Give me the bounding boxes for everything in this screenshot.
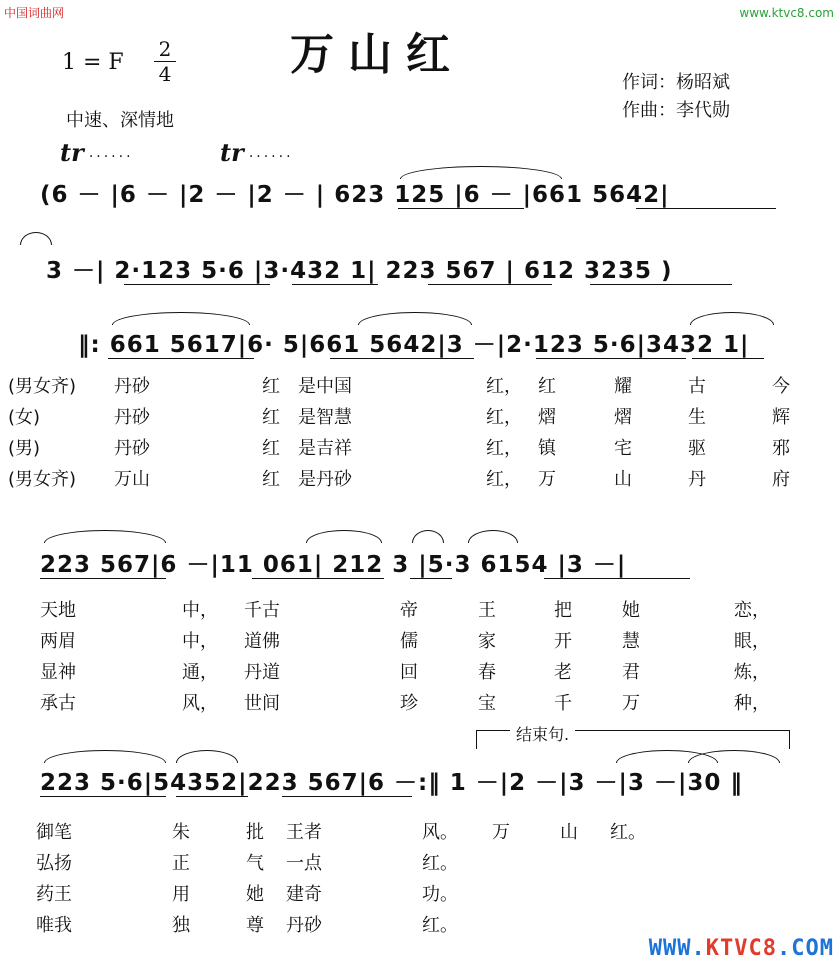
trill-mark-1 [60, 138, 134, 167]
lyric-word: 红 [262, 438, 280, 459]
trill-mark-2 [220, 138, 294, 167]
lyrics-block-1 [8, 372, 808, 496]
site-watermark-cn: 中国词曲网 [4, 6, 65, 20]
lyric-word: 回 [400, 662, 418, 683]
lyric-word: (男女齐) [8, 469, 77, 490]
beam [40, 796, 166, 797]
lyric-row [8, 434, 808, 465]
lyric-word: 中， [182, 631, 218, 652]
lyric-word: 耀 [614, 376, 632, 397]
lyric-word: 万 [492, 822, 510, 843]
lyric-word: 正 [172, 853, 190, 874]
lyric-row [40, 596, 800, 627]
beam [292, 284, 378, 285]
time-denominator: 4 [158, 62, 172, 86]
lyric-word: 宅 [614, 438, 632, 459]
lyric-word: 是智慧 [298, 407, 352, 428]
ending-label: 结束句. [510, 722, 575, 745]
lyric-word: 红。 [422, 915, 458, 936]
lyrics-block-2 [40, 596, 800, 720]
lyric-word: 是丹砂 [298, 469, 352, 490]
lyric-word: 御笔 [36, 822, 72, 843]
lyric-word: 红 [538, 376, 556, 397]
lyric-word: 显神 [40, 662, 76, 683]
key-signature: 1 = F [62, 50, 124, 75]
slur [44, 750, 166, 763]
trill-symbol: tr [60, 138, 84, 167]
time-numerator: 2 [158, 37, 172, 61]
time-signature [154, 38, 176, 85]
lyric-word: 把 [554, 600, 572, 621]
slur [412, 530, 444, 543]
site-logo [649, 936, 834, 961]
lyric-word: 丹砂 [114, 438, 150, 459]
lyric-word: 家 [478, 631, 496, 652]
score-line-4: 223 567|6 －|11 061| 212 3 |5·3 6154 |3 －| [40, 552, 627, 578]
tie [688, 750, 780, 763]
lyric-word: 王 [478, 600, 496, 621]
lyric-word: 丹 [688, 469, 706, 490]
lyrics-block-3 [36, 818, 736, 942]
score-line-5: 223 5·6|54352|223 567|6 －:‖ 1 －|2 －|3 －|3 －|30 ‖ [40, 770, 743, 796]
lyric-word: 红 [262, 469, 280, 490]
lyricist-credit: 作词：杨昭斌 [622, 72, 730, 93]
logo-part: WWW. [648, 936, 706, 961]
lyric-row [40, 689, 800, 720]
lyric-word: 风。 [422, 822, 458, 843]
lyric-word: 丹砂 [114, 376, 150, 397]
lyric-word: 君 [622, 662, 640, 683]
lyric-word: 万山 [114, 469, 150, 490]
lyric-word: 丹道 [244, 662, 280, 683]
beam [330, 358, 474, 359]
site-watermark-url: www.ktvc8.com [739, 6, 834, 20]
lyric-row [36, 849, 736, 880]
beam [252, 578, 384, 579]
lyric-word: 唯我 [36, 915, 72, 936]
lyric-word: 风， [182, 693, 218, 714]
lyric-word: 宝 [478, 693, 496, 714]
beam [536, 358, 686, 359]
beam [398, 208, 524, 209]
lyric-word: 老 [554, 662, 572, 683]
lyric-word: 红， [486, 469, 522, 490]
lyric-word: 儒 [400, 631, 418, 652]
slur [468, 530, 518, 543]
logo-part: KTV [705, 936, 749, 961]
score-line-1: (6 － |6 － |2 － |2 － | 623 125 |6 － |661 5642| [40, 182, 670, 208]
lyric-word: 药王 [36, 884, 72, 905]
lyric-word: 山 [614, 469, 632, 490]
score-line-3: ‖: 661 5617|6· 5|661 5642|3 －|2·123 5·6|3432 1| [78, 332, 750, 358]
lyric-word: 熠 [614, 407, 632, 428]
lyric-word: 慧 [622, 631, 640, 652]
lyric-word: 功。 [422, 884, 458, 905]
lyric-row [36, 880, 736, 911]
lyric-word: 用 [172, 884, 190, 905]
lyric-word: 万 [538, 469, 556, 490]
slur [358, 312, 472, 325]
lyric-word: 尊 [246, 915, 264, 936]
lyric-row [36, 818, 736, 849]
lyric-word: 红。 [422, 853, 458, 874]
composer-credit: 作曲：李代勋 [622, 100, 730, 121]
lyric-word: 红， [486, 407, 522, 428]
lyric-word: 建奇 [286, 884, 322, 905]
lyric-word: 镇 [538, 438, 556, 459]
slur [306, 530, 382, 543]
lyric-word: 红 [262, 376, 280, 397]
lyric-word: 丹砂 [114, 407, 150, 428]
logo-part: C8 [748, 936, 778, 961]
lyric-word: 世间 [244, 693, 280, 714]
lyric-row [36, 911, 736, 942]
beam [428, 284, 552, 285]
trill-dots: ······ [248, 149, 294, 165]
lyric-word: 春 [478, 662, 496, 683]
lyric-word: 今 [772, 376, 790, 397]
lyric-word: 眼， [734, 631, 770, 652]
song-title: 万山红 [290, 29, 464, 80]
lyric-word: 红。 [610, 822, 646, 843]
lyric-row [8, 465, 808, 496]
beam [176, 796, 248, 797]
lyric-word: 生 [688, 407, 706, 428]
trill-dots: ······ [88, 149, 134, 165]
lyric-word: 种， [734, 693, 770, 714]
beam [282, 796, 412, 797]
lyric-row [40, 627, 800, 658]
lyric-word: 帝 [400, 600, 418, 621]
lyric-word: (男女齐) [8, 376, 77, 397]
lyric-word: 丹砂 [286, 915, 322, 936]
lyric-word: 气 [246, 853, 264, 874]
lyric-word: 山 [560, 822, 578, 843]
lyric-word: 府 [772, 469, 790, 490]
lyric-word: 王者 [286, 822, 322, 843]
beam [410, 578, 452, 579]
lyric-word: 邪 [772, 438, 790, 459]
lyric-word: (女) [8, 407, 41, 428]
lyric-word: 万 [622, 693, 640, 714]
lyric-word: 辉 [772, 407, 790, 428]
lyric-word: 独 [172, 915, 190, 936]
lyric-word: 两眉 [40, 631, 76, 652]
lyric-word: 珍 [400, 693, 418, 714]
beam [124, 284, 270, 285]
logo-part: .COM [777, 936, 834, 961]
slur [690, 312, 774, 325]
lyric-word: 驱 [688, 438, 706, 459]
beam [108, 358, 254, 359]
lyric-word: 千古 [244, 600, 280, 621]
lyric-word: 她 [622, 600, 640, 621]
trill-symbol: tr [220, 138, 244, 167]
lyric-word: 道佛 [244, 631, 280, 652]
lyric-word: 通， [182, 662, 218, 683]
lyric-row [8, 403, 808, 434]
lyric-word: 天地 [40, 600, 76, 621]
lyric-word: 承古 [40, 693, 76, 714]
lyric-word: 开 [554, 631, 572, 652]
lyric-row [40, 658, 800, 689]
lyric-word: 是中国 [298, 376, 352, 397]
lyric-word: 朱 [172, 822, 190, 843]
beam [636, 208, 776, 209]
lyric-word: 千 [554, 693, 572, 714]
beam [40, 578, 166, 579]
score-line-2: 3 －| 2·123 5·6 |3·432 1| 223 567 | 612 3235 ) [46, 258, 673, 284]
lyric-word: 恋， [734, 600, 770, 621]
beam [590, 284, 732, 285]
slur [112, 312, 250, 325]
lyric-word: 熠 [538, 407, 556, 428]
lyric-word: 是吉祥 [298, 438, 352, 459]
lyric-word: 中， [182, 600, 218, 621]
slur [44, 530, 166, 543]
lyric-word: 一点 [286, 853, 322, 874]
lyric-word: 红 [262, 407, 280, 428]
lyric-word: 弘扬 [36, 853, 72, 874]
slur [20, 232, 52, 245]
beam [544, 578, 690, 579]
slur [176, 750, 238, 763]
lyric-word: 批 [246, 822, 264, 843]
lyric-word: (男) [8, 438, 41, 459]
lyric-word: 古 [688, 376, 706, 397]
lyric-word: 红， [486, 376, 522, 397]
lyric-row [8, 372, 808, 403]
lyric-word: 炼， [734, 662, 770, 683]
tempo-marking: 中速、深情地 [66, 110, 174, 131]
lyric-word: 红， [486, 438, 522, 459]
beam [692, 358, 764, 359]
lyric-word: 她 [246, 884, 264, 905]
